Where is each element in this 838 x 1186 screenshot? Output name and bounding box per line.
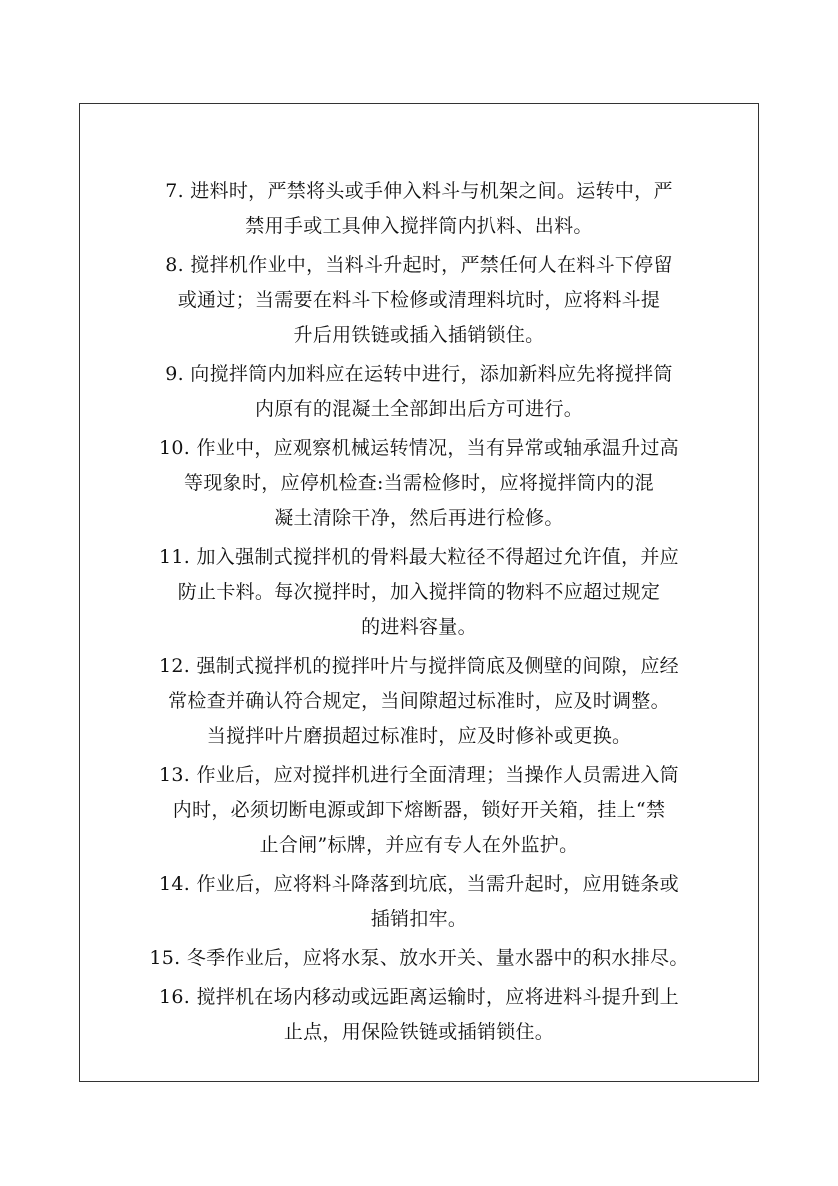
rule-text: 加入强制式搅拌机的骨料最大粒径不得超过允许值，并应 [196, 546, 679, 568]
rule-line [80, 174, 758, 209]
rule-number: 9. [165, 363, 184, 385]
rule-text: 进料时，严禁将头或手伸入料斗与机架之间。运转中，严 [190, 180, 673, 202]
rule-line: 内原有的混凝土全部卸出后方可进行。 [254, 398, 584, 420]
rule-line: 止合闸”标牌，并应有专人在外监护。 [259, 834, 579, 856]
rule-number: 10. [159, 437, 191, 459]
rule-line: 防止卡料。每次搅拌时，加入搅拌筒的物料不应超过规定 [177, 581, 661, 603]
rule-line [80, 431, 758, 466]
rule-number: 11. [159, 546, 191, 568]
rule-item-12 [80, 649, 758, 754]
rule-number: 16. [159, 986, 191, 1008]
document-frame [79, 103, 759, 1082]
rule-item-15 [80, 941, 758, 976]
rule-item-9 [80, 357, 758, 427]
rule-line: 当搅拌叶片磨损超过标准时，应及时修补或更换。 [206, 725, 632, 747]
rule-line: 止点，用保险铁链或插销锁住。 [283, 1021, 555, 1043]
rule-number: 15. [149, 947, 181, 969]
rule-line [80, 248, 758, 283]
rule-number: 8. [165, 254, 184, 276]
rule-line [80, 540, 758, 575]
rule-line: 凝土清除干净，然后再进行检修。 [274, 507, 564, 529]
rule-number: 12. [159, 655, 191, 677]
rule-line: 或通过；当需要在料斗下检修或清理料坑时，应将料斗提 [177, 289, 661, 311]
rule-line [80, 357, 758, 392]
rule-item-10 [80, 431, 758, 536]
rule-item-7 [80, 174, 758, 244]
rule-text: 作业中，应观察机械运转情况，当有异常或轴承温升过高 [196, 437, 679, 459]
rule-number: 13. [159, 764, 191, 786]
rule-line: 的进料容量。 [361, 616, 477, 638]
rule-line [80, 758, 758, 793]
rule-text: 冬季作业后，应将水泵、放水开关、量水器中的积水排尽。 [186, 947, 689, 969]
rule-item-14 [80, 867, 758, 937]
rule-text: 作业后，应将料斗降落到坑底，当需升起时，应用链条或 [196, 873, 679, 895]
rule-line: 常检查并确认符合规定，当间隙超过标准时，应及时调整。 [168, 690, 670, 712]
rule-line: 插销扣牢。 [370, 908, 468, 930]
rule-line [80, 649, 758, 684]
rule-line: 升后用铁链或插入插销锁住。 [293, 324, 545, 346]
rule-line [80, 867, 758, 902]
rule-line: 内时，必须切断电源或卸下熔断器，锁好开关箱，挂上“禁 [172, 799, 666, 821]
rules-list [80, 174, 758, 1054]
rule-text: 强制式搅拌机的搅拌叶片与搅拌筒底及侧壁的间隙，应经 [196, 655, 679, 677]
rule-text: 向搅拌筒内加料应在运转中进行，添加新料应先将搅拌筒 [190, 363, 673, 385]
rule-number: 7. [165, 180, 184, 202]
rule-text: 作业后，应对搅拌机进行全面清理；当操作人员需进入筒 [196, 764, 679, 786]
rule-line [80, 941, 758, 976]
rule-line: 禁用手或工具伸入搅拌筒内扒料、出料。 [245, 215, 593, 237]
rule-item-16 [80, 980, 758, 1050]
rule-number: 14. [159, 873, 191, 895]
rule-line: 等现象时，应停机检查:当需检修时，应将搅拌筒内的混 [184, 472, 654, 494]
rule-text: 搅拌机作业中，当料斗升起时，严禁任何人在料斗下停留 [190, 254, 673, 276]
rule-item-13 [80, 758, 758, 863]
rule-item-8 [80, 248, 758, 353]
rule-text: 搅拌机在场内移动或远距离运输时，应将进料斗提升到上 [196, 986, 679, 1008]
rule-line [80, 980, 758, 1015]
rule-item-11 [80, 540, 758, 645]
